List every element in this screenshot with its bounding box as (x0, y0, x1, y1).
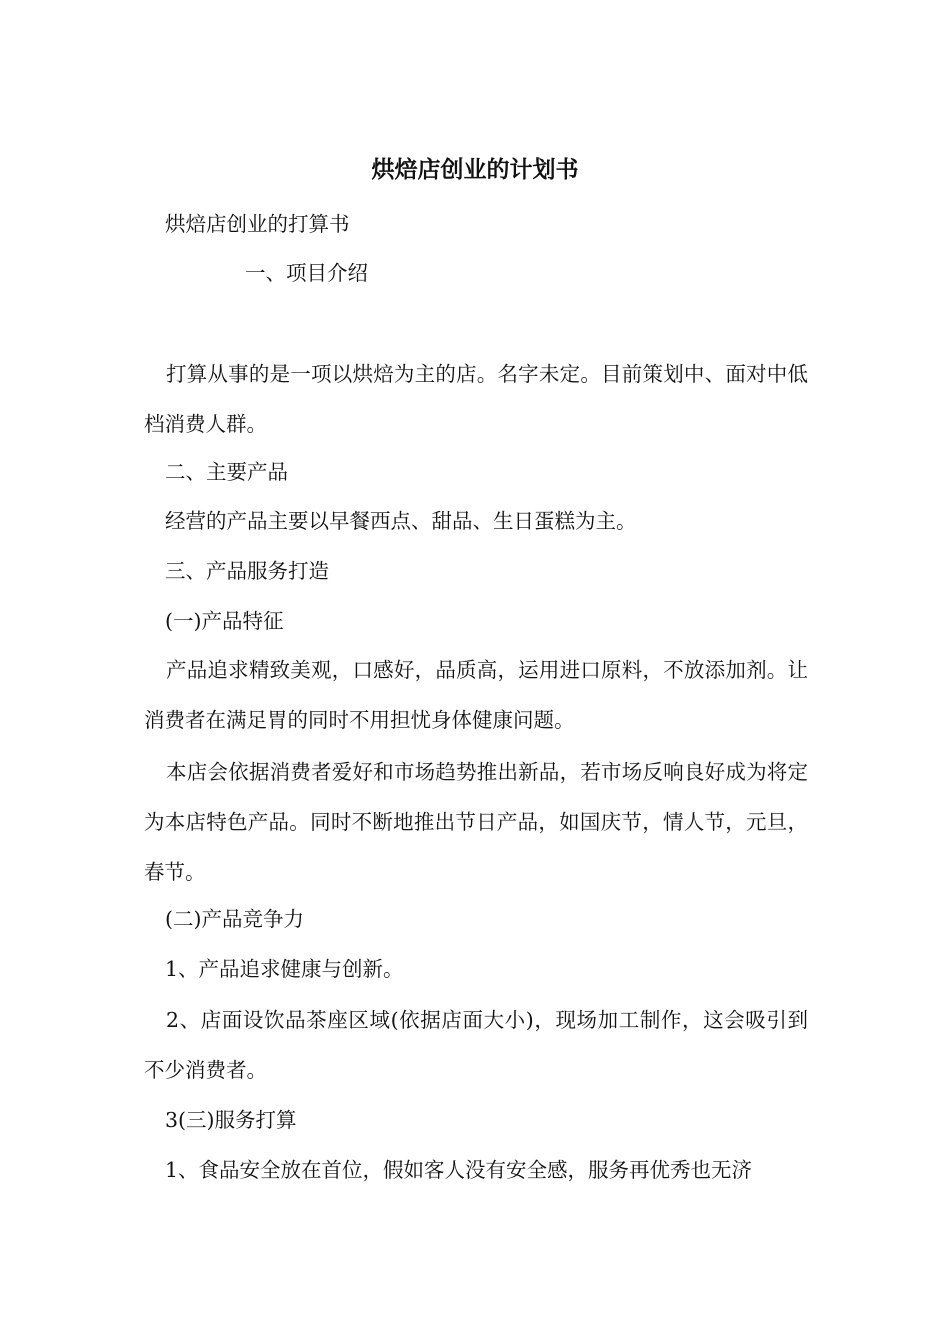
subsection-heading-competitiveness: (二)产品竞争力 (165, 907, 304, 931)
document-title: 烘焙店创业的计划书 (371, 156, 579, 183)
paragraph-main-products: 经营的产品主要以早餐西点、甜品、生日蛋糕为主。 (165, 509, 637, 533)
subsection-heading-product-features: (一)产品特征 (165, 609, 284, 633)
paragraph-new-products: 本店会依据消费者爱好和市场趋势推出新品，若市场反响良好成为将定为本店特色产品。同时不断地推出节日产品，如国庆节，情人节，元旦，春节。 (144, 760, 808, 884)
section-heading-product-service: 三、产品服务打造 (165, 559, 329, 583)
section-heading-main-products: 二、主要产品 (165, 460, 288, 484)
list-item-tea-area: 2、店面设饮品茶座区域(依据店面大小)，现场加工制作，这会吸引到不少消费者。 (144, 1008, 808, 1082)
list-item-food-safety: 1、食品安全放在首位，假如客人没有安全感，服务再优秀也无济 (165, 1158, 753, 1182)
paragraph-project-intro: 打算从事的是一项以烘焙为主的店。名字未定。目前策划中、面对中低档消费人群。 (144, 362, 808, 436)
subsection-heading-service-plan: 3(三)服务打算 (165, 1108, 297, 1132)
paragraph-product-features: 产品追求精致美观，口感好，品质高，运用进口原料，不放添加剂。让消费者在满足胃的同时不用担忧身体健康问题。 (144, 658, 808, 732)
document-subtitle: 烘焙店创业的打算书 (165, 212, 350, 236)
section-heading-project-intro: 一、项目介绍 (245, 261, 368, 285)
list-item-health-innovation: 1、产品追求健康与创新。 (165, 957, 404, 981)
